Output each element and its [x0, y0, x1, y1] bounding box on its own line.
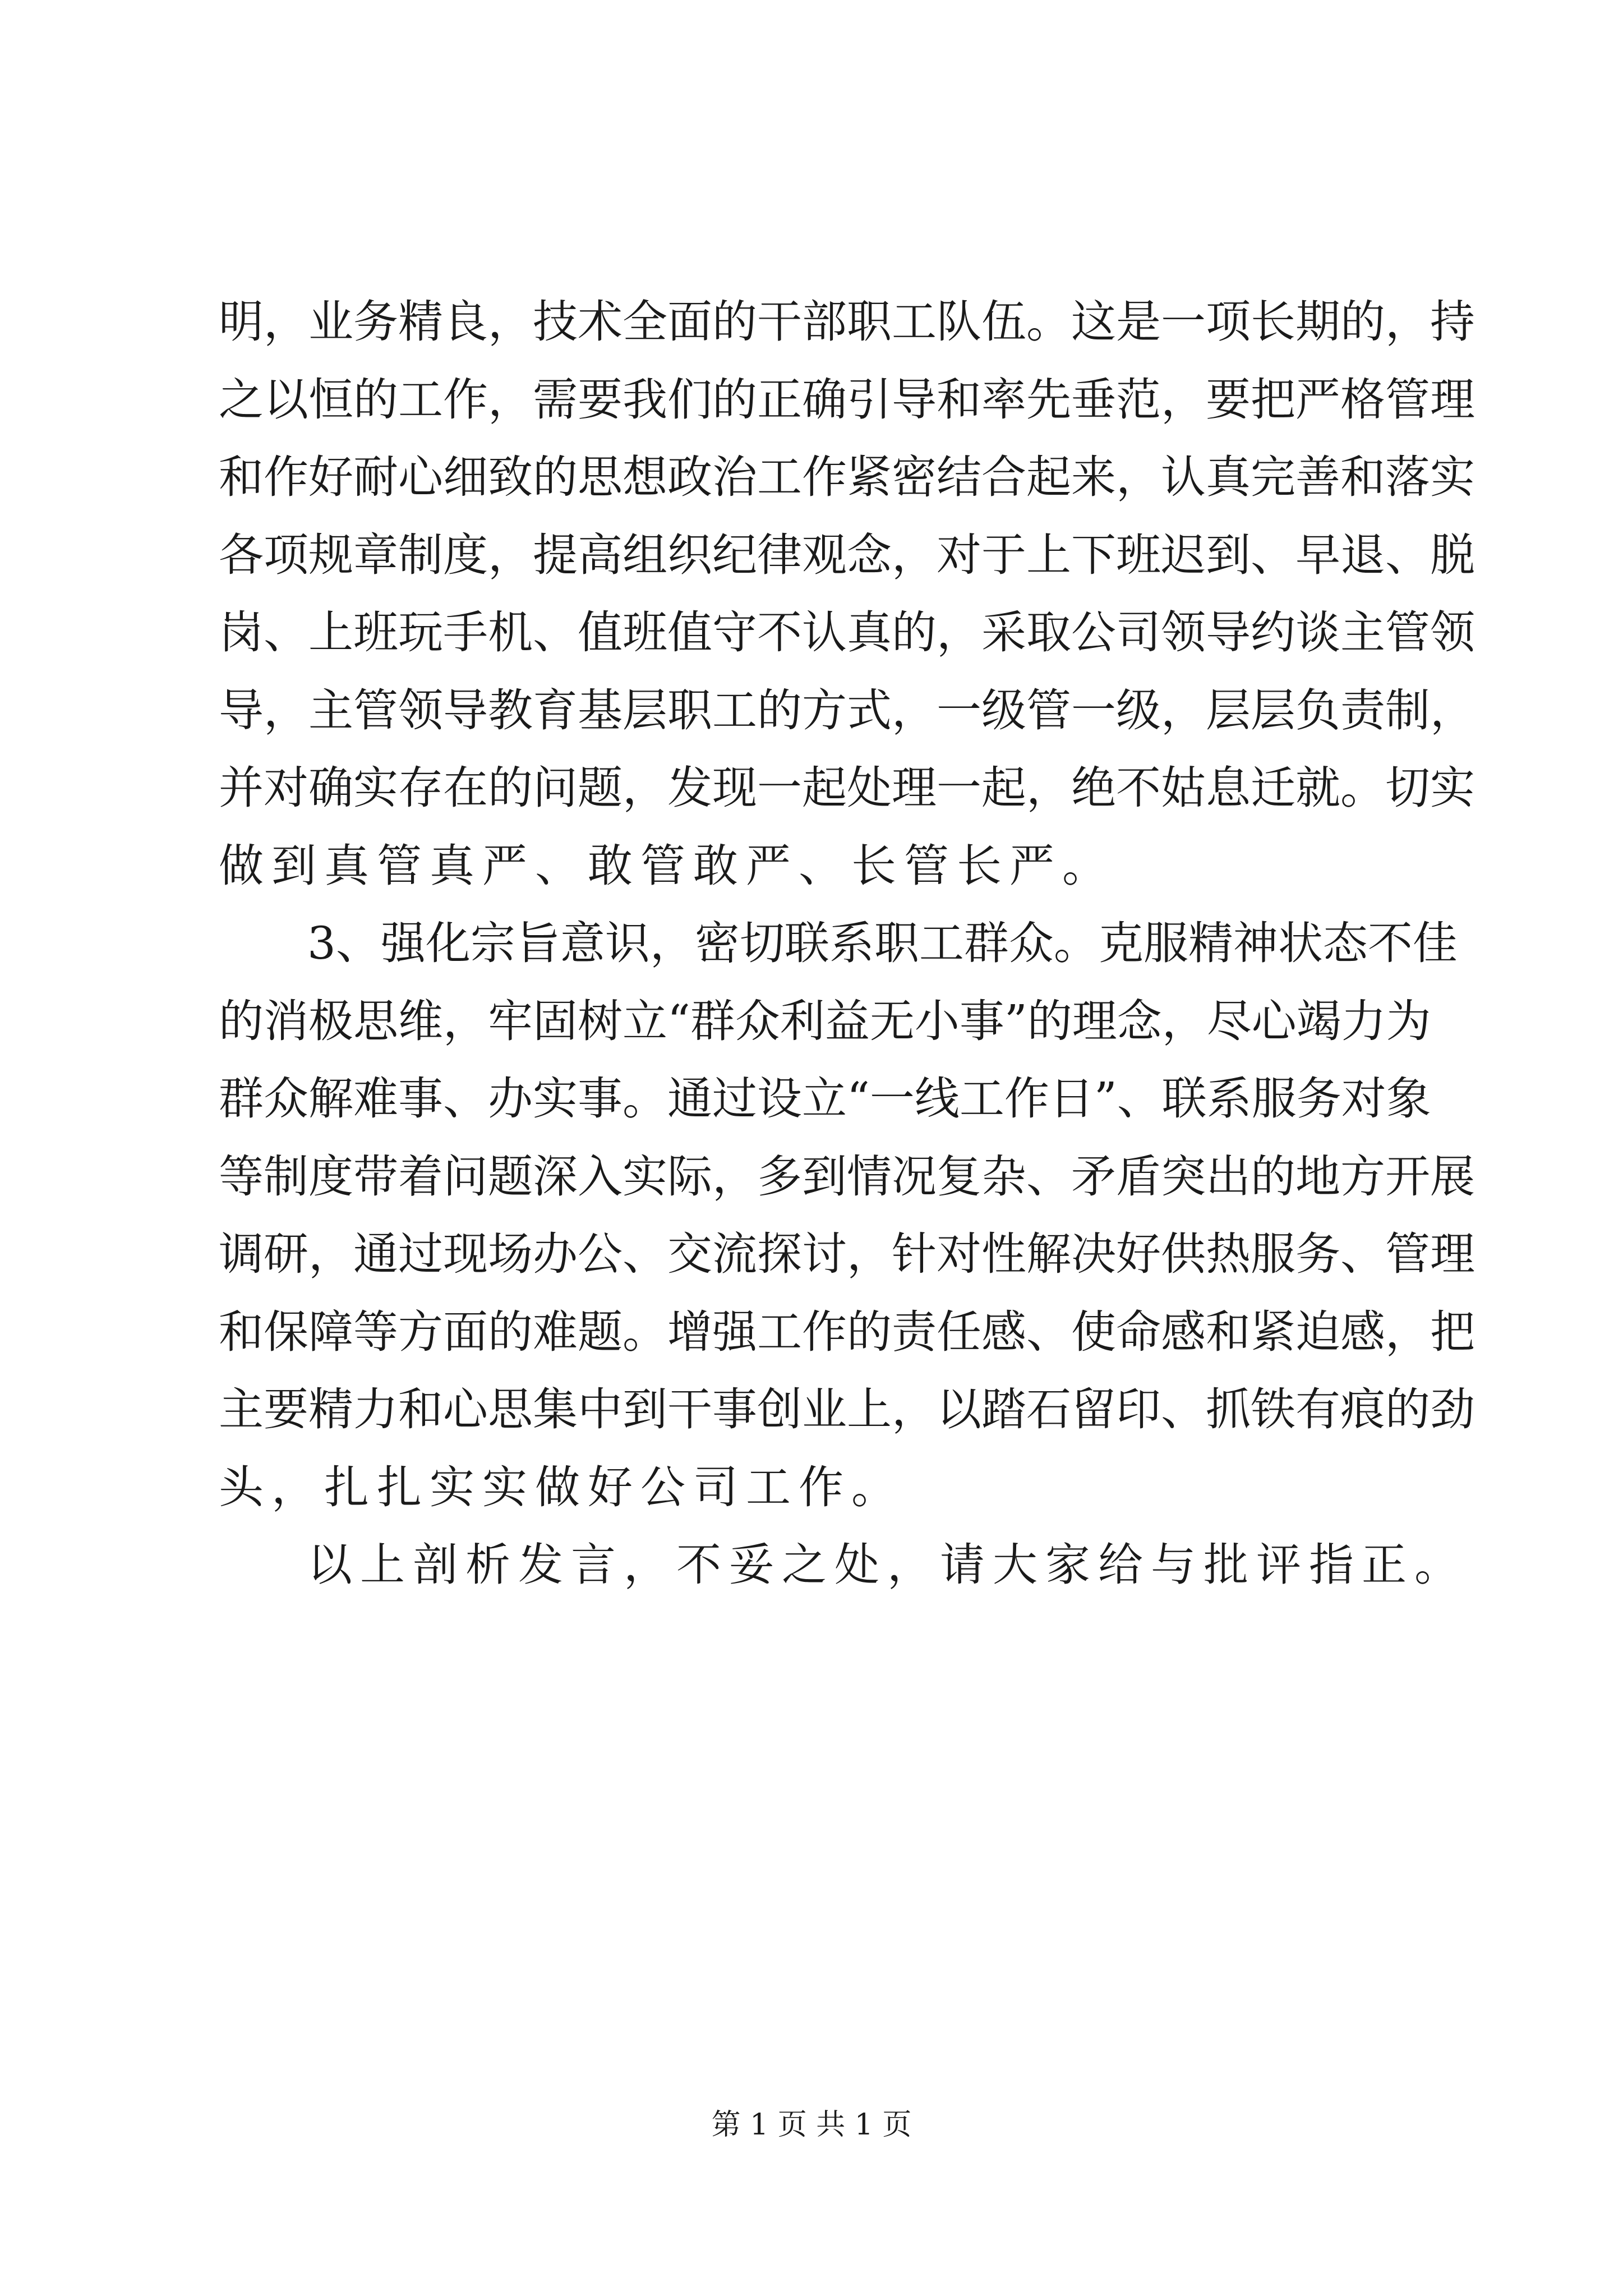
paragraph-end-line: 做到真管真严、敢管敢严、长管长严。 — [219, 839, 1115, 892]
text-line: 和作好耐心细致的思想政治工作紧密结合起来，认真完善和落实 — [219, 451, 1475, 503]
text-line: 等制度带着问题深入实际，多到情况复杂、矛盾突出的地方开展 — [219, 1150, 1475, 1203]
text-line: 并对确实存在的问题，发现一起处理一起，绝不姑息迁就。切实 — [219, 762, 1475, 814]
text-line: 的消极思维，牢固树立“群众利益无小事”的理念，尽心竭力为 — [219, 995, 1431, 1047]
text-line: 各项规章制度，提高组织纪律观念，对于上下班迟到、早退、脱 — [219, 528, 1475, 581]
text-line: 和保障等方面的难题。增强工作的责任感、使命感和紧迫感，把 — [219, 1305, 1475, 1358]
text-line: 导，主管领导教育基层职工的方式，一级管一级，层层负责制， — [219, 684, 1475, 737]
page-footer: 第 1 页 共 1 页 — [711, 2108, 912, 2142]
text-line: 岗、上班玩手机、值班值守不认真的，采取公司领导约谈主管领 — [219, 606, 1475, 659]
paragraph-start-line: 3、强化宗旨意识，密切联系职工群众。克服精神状态不佳 — [307, 917, 1458, 969]
body-text — [219, 283, 1475, 1604]
text-line: 主要精力和心思集中到干事创业上，以踏石留印、抓铁有痕的劲 — [219, 1383, 1475, 1435]
text-line: 调研，通过现场办公、交流探讨，针对性解决好供热服务、管理 — [219, 1228, 1475, 1280]
closing-line: 以上剖析发言，不妥之处，请大家给与批评指正。 — [307, 1539, 1467, 1591]
text-line: 之以恒的工作，需要我们的正确引导和率先垂范，要把严格管理 — [219, 373, 1475, 426]
text-line: 明，业务精良，技术全面的干部职工队伍。这是一项长期的，持 — [219, 296, 1475, 348]
text-line: 群众解难事、办实事。通过设立“一线工作日”、联系服务对象 — [219, 1073, 1431, 1125]
paragraph-end-line: 头，扎扎实实做好公司工作。 — [219, 1461, 904, 1513]
